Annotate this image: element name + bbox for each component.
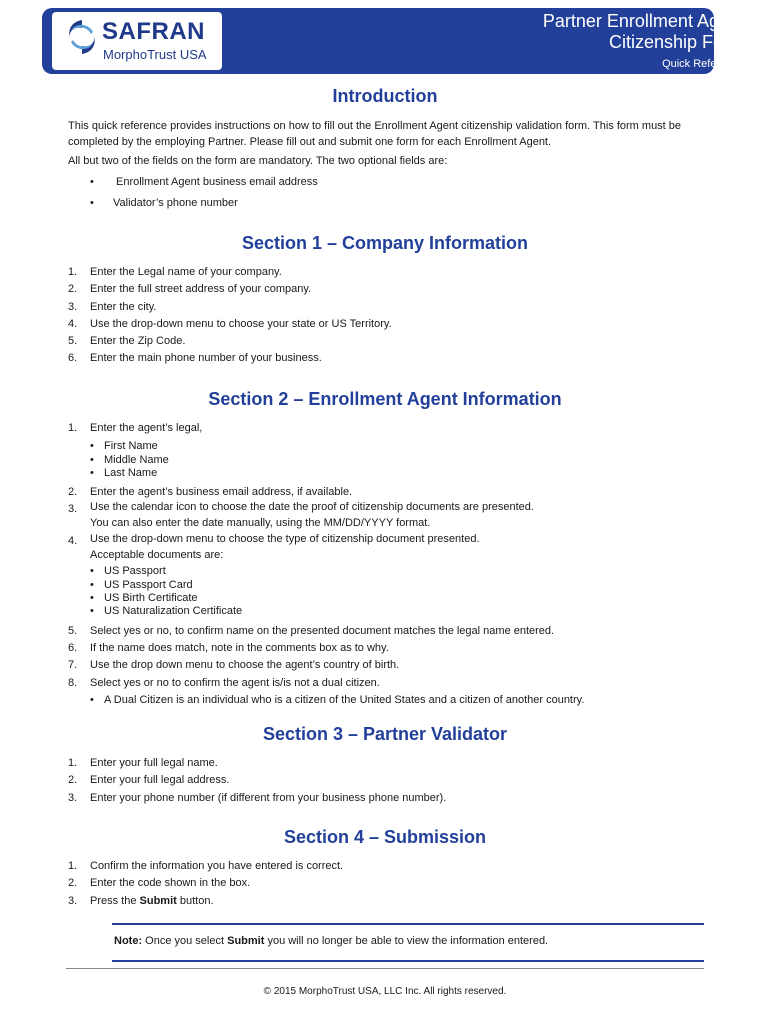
list-item: 2. Enter the agent’s business email address, if available. [68, 486, 353, 499]
brand-name: SAFRAN [102, 18, 205, 45]
intro-paragraph-1: This quick reference provides instructions on how to fill out the Enrollment Agent citizenship validation form. This form must be completed by the employing Partner. Please fill out and submit one form for each Enrollment Agent. [68, 120, 682, 148]
list-item: 1. Enter the Legal name of your company. [68, 266, 282, 278]
safran-logo-icon [65, 18, 99, 56]
footer-divider [66, 968, 704, 969]
list-item: 4. Use the drop-down menu to choose the type of citizenship document presented. Acceptable documents are: • US Passport • US Passport Card • US Birth Certificate • US Naturalization Certificate [68, 533, 584, 618]
list-item: 3. Enter your phone number (if different from your business phone number). [68, 791, 447, 804]
dual-citizen-note [90, 694, 584, 707]
section-1-steps [68, 264, 392, 368]
bullet: • [90, 197, 94, 209]
document-subtitle: Quick Reference [662, 58, 744, 70]
list-item: • Middle Name [90, 454, 584, 467]
list-item: 5. Enter the Zip Code. [68, 335, 186, 348]
list-item: 6. If the name does match, note in the comments box as to why. [68, 641, 389, 654]
list-item: • US Passport Card [90, 579, 584, 592]
section-3-heading: Section 3 – Partner Validator [262, 724, 508, 744]
list-item: • First Name [90, 440, 584, 453]
section-2-steps [68, 420, 584, 711]
list-item: 1. Enter your full legal name. [68, 757, 218, 769]
brand-logo [52, 12, 222, 70]
list-item: 6. Enter the main phone number of your business. [68, 352, 322, 365]
section-2-heading: Section 2 – Enrollment Agent Information [208, 389, 562, 409]
copyright-footer: © 2015 MorphoTrust USA, LLC Inc. All rights reserved. [263, 986, 507, 997]
intro-heading: Introduction [332, 86, 438, 106]
list-item: 5. Select yes or no, to confirm name on the presented document matches the legal name entered. [68, 624, 555, 637]
list-item: 2. Enter your full legal address. [68, 774, 230, 787]
list-item: • US Birth Certificate [90, 592, 584, 605]
list-item: 3. Press the Submit button. [68, 894, 214, 907]
list-item: • Last Name [90, 467, 584, 480]
list-item: 1. Enter the agent’s legal, • First Name • Middle Name • Last Name [68, 420, 584, 480]
section-4-steps [68, 858, 343, 910]
section-1-heading: Section 1 – Company Information [241, 233, 529, 253]
title-line-2: Citizenship Form [608, 32, 744, 52]
intro-paragraph-2: All but two of the fields on the form are mandatory. The two optional fields are: [68, 155, 448, 167]
list-item: 2. Enter the full street address of your company. [68, 283, 312, 296]
note-box [112, 923, 704, 962]
list-item: 4. Use the drop-down menu to choose your state or US Territory. [68, 317, 392, 330]
section-4-heading: Section 4 – Submission [283, 827, 487, 847]
list-item: • US Passport [90, 565, 584, 578]
name-parts-list [90, 440, 584, 480]
list-item: 1. Confirm the information you have entered is correct. [68, 860, 344, 872]
list-item: 8. Select yes or no to confirm the agent is/is not a dual citizen. • A Dual Citizen is an individual who is a citizen of the United States and a citizen of another country. [68, 675, 584, 708]
list-item: • A Dual Citizen is an individual who is a citizen of the United States and a citizen of another country. [90, 694, 584, 707]
list-item: 3. Use the calendar icon to choose the date the proof of citizenship documents are presented. You can also enter the date manually, using the MM/DD/YYYY format. [68, 501, 534, 530]
list-item: 2. Enter the code shown in the box. [68, 877, 251, 890]
list-item: 7. Use the drop down menu to choose the agent’s country of birth. [68, 659, 400, 672]
list-item: 3. Enter the city. [68, 300, 157, 313]
bullet: • [90, 176, 94, 188]
list-item: • US Naturalization Certificate [90, 605, 584, 618]
note-text: Note: Once you select Submit you will no longer be able to view the information entered. [114, 935, 549, 947]
documents-list [90, 565, 584, 618]
brand-subname: MorphoTrust USA [103, 47, 207, 62]
title-line-1: Partner Enrollment Agent [542, 11, 744, 31]
document-title [543, 11, 744, 53]
section-3-steps [68, 755, 446, 807]
